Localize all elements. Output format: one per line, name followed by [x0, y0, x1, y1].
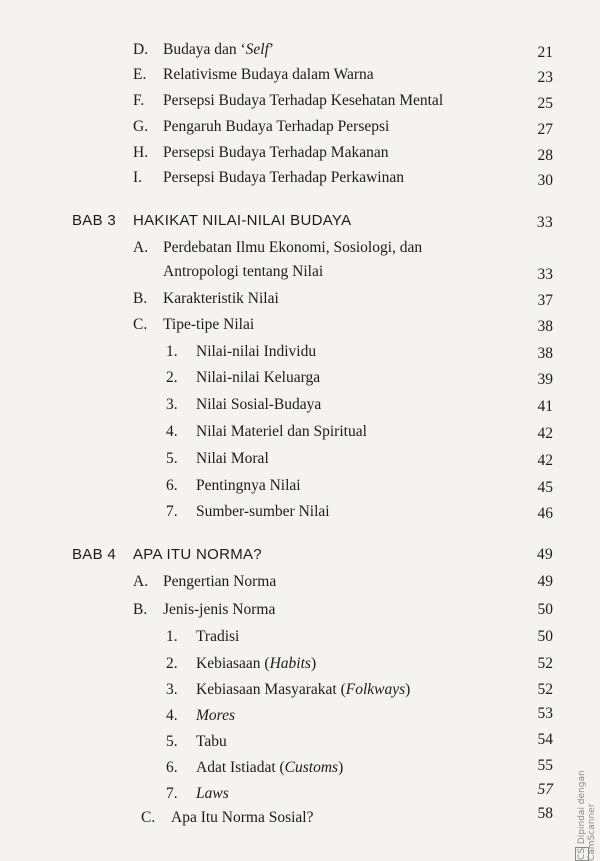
chapter-title: HAKIKAT NILAI-NILAI BUDAYA: [133, 212, 352, 229]
entry-label: H.: [133, 144, 149, 161]
entry-label: 7.: [166, 503, 178, 520]
entry-title: Karakteristik Nilai: [163, 290, 279, 307]
entry-page: 54: [537, 731, 553, 748]
entry-label: 5.: [166, 733, 178, 750]
scanner-text: Dipindai dengan CamScanner: [577, 770, 597, 861]
entry-title: Nilai Sosial-Budaya: [196, 396, 322, 413]
entry-title: Mores: [196, 707, 236, 724]
entry-title: Adat Istiadat (Customs): [196, 759, 344, 776]
entry-label: 1.: [166, 343, 178, 360]
entry-page: 30: [537, 172, 553, 189]
entry-title: Jenis-jenis Norma: [163, 601, 276, 618]
entry-label: 3.: [166, 396, 178, 413]
entry-page: 37: [537, 292, 553, 309]
entry-title: Pengaruh Budaya Terhadap Persepsi: [163, 118, 390, 135]
entry-page: 33: [537, 266, 553, 283]
entry-page: 50: [537, 601, 553, 618]
entry-title: Persepsi Budaya Terhadap Kesehatan Mental: [163, 92, 444, 109]
entry-page: 38: [537, 318, 553, 335]
chapter-page: 49: [536, 546, 553, 563]
entry-title: Kebiasaan (Habits): [196, 655, 317, 672]
entry-title: Tradisi: [196, 628, 240, 645]
entry-label: 5.: [166, 450, 178, 467]
scanner-watermark: [577, 740, 597, 861]
chapter-page: 33: [536, 214, 553, 231]
entry-page: 28: [537, 147, 553, 164]
entry-page: 25: [537, 95, 553, 112]
entry-title: Apa Itu Norma Sosial?: [171, 809, 314, 826]
entry-title: Relativisme Budaya dalam Warna: [163, 66, 374, 83]
scanner-badge: CS: [577, 848, 587, 860]
entry-label: 4.: [166, 707, 178, 724]
entry-label: F.: [133, 92, 145, 109]
chapter-title: APA ITU NORMA?: [133, 546, 262, 563]
entry-title: Laws: [196, 785, 229, 802]
entry-title: Sumber-sumber Nilai: [196, 503, 330, 520]
entry-page: 57: [537, 781, 553, 798]
entry-title: Pentingnya Nilai: [196, 477, 301, 494]
entry-page: 55: [537, 757, 553, 774]
entry-label: C.: [141, 809, 156, 826]
entry-label: D.: [133, 41, 149, 58]
entry-page: 41: [537, 398, 553, 415]
entry-label: B.: [133, 601, 148, 618]
entry-label: B.: [133, 290, 148, 307]
entry-label: C.: [133, 316, 148, 333]
entry-page: 53: [537, 705, 553, 722]
entry-label: E.: [133, 66, 147, 83]
entry-page: 58: [537, 805, 553, 822]
entry-page: 52: [537, 655, 553, 672]
entry-page: 50: [537, 628, 553, 645]
entry-title: Persepsi Budaya Terhadap Makanan: [163, 144, 389, 161]
entry-title-line2: Antropologi tentang Nilai: [163, 263, 324, 280]
entry-title: Tabu: [196, 733, 227, 750]
entry-page: 39: [537, 371, 553, 388]
entry-label: 1.: [166, 628, 178, 645]
entry-title: Tipe-tipe Nilai: [163, 316, 255, 333]
entry-label: 6.: [166, 477, 178, 494]
entry-title: Perdebatan Ilmu Ekonomi, Sosiologi, dan: [163, 239, 423, 256]
entry-label: 6.: [166, 759, 178, 776]
entry-title: Nilai-nilai Individu: [196, 343, 317, 360]
entry-title: Pengertian Norma: [163, 573, 277, 590]
entry-label: A.: [133, 239, 149, 256]
entry-label: 7.: [166, 785, 178, 802]
chapter-label: BAB 4: [72, 546, 117, 563]
entry-page: 38: [537, 345, 553, 362]
entry-title: Persepsi Budaya Terhadap Perkawinan: [163, 169, 404, 186]
entry-label: I.: [133, 169, 143, 186]
entry-title: Kebiasaan Masyarakat (Folkways): [196, 681, 411, 698]
entry-label: 4.: [166, 423, 178, 440]
entry-page: 23: [537, 69, 553, 86]
entry-title: Nilai Materiel dan Spiritual: [196, 423, 367, 440]
entry-label: 3.: [166, 681, 178, 698]
entry-page: 52: [537, 681, 553, 698]
entry-page: 45: [537, 479, 553, 496]
entry-label: A.: [133, 573, 149, 590]
entry-title: Budaya dan ‘Self’: [163, 41, 275, 58]
entry-page: 49: [537, 573, 553, 590]
entry-label: G.: [133, 118, 149, 135]
entry-page: 27: [537, 121, 553, 138]
entry-title: Nilai-nilai Keluarga: [196, 369, 321, 386]
entry-page: 42: [537, 425, 553, 442]
entry-page: 42: [537, 452, 553, 469]
entry-title: Nilai Moral: [196, 450, 269, 467]
chapter-label: BAB 3: [72, 212, 117, 229]
entry-page: 46: [537, 505, 553, 522]
entry-label: 2.: [166, 369, 178, 386]
entry-page: 21: [537, 44, 553, 61]
entry-label: 2.: [166, 655, 178, 672]
